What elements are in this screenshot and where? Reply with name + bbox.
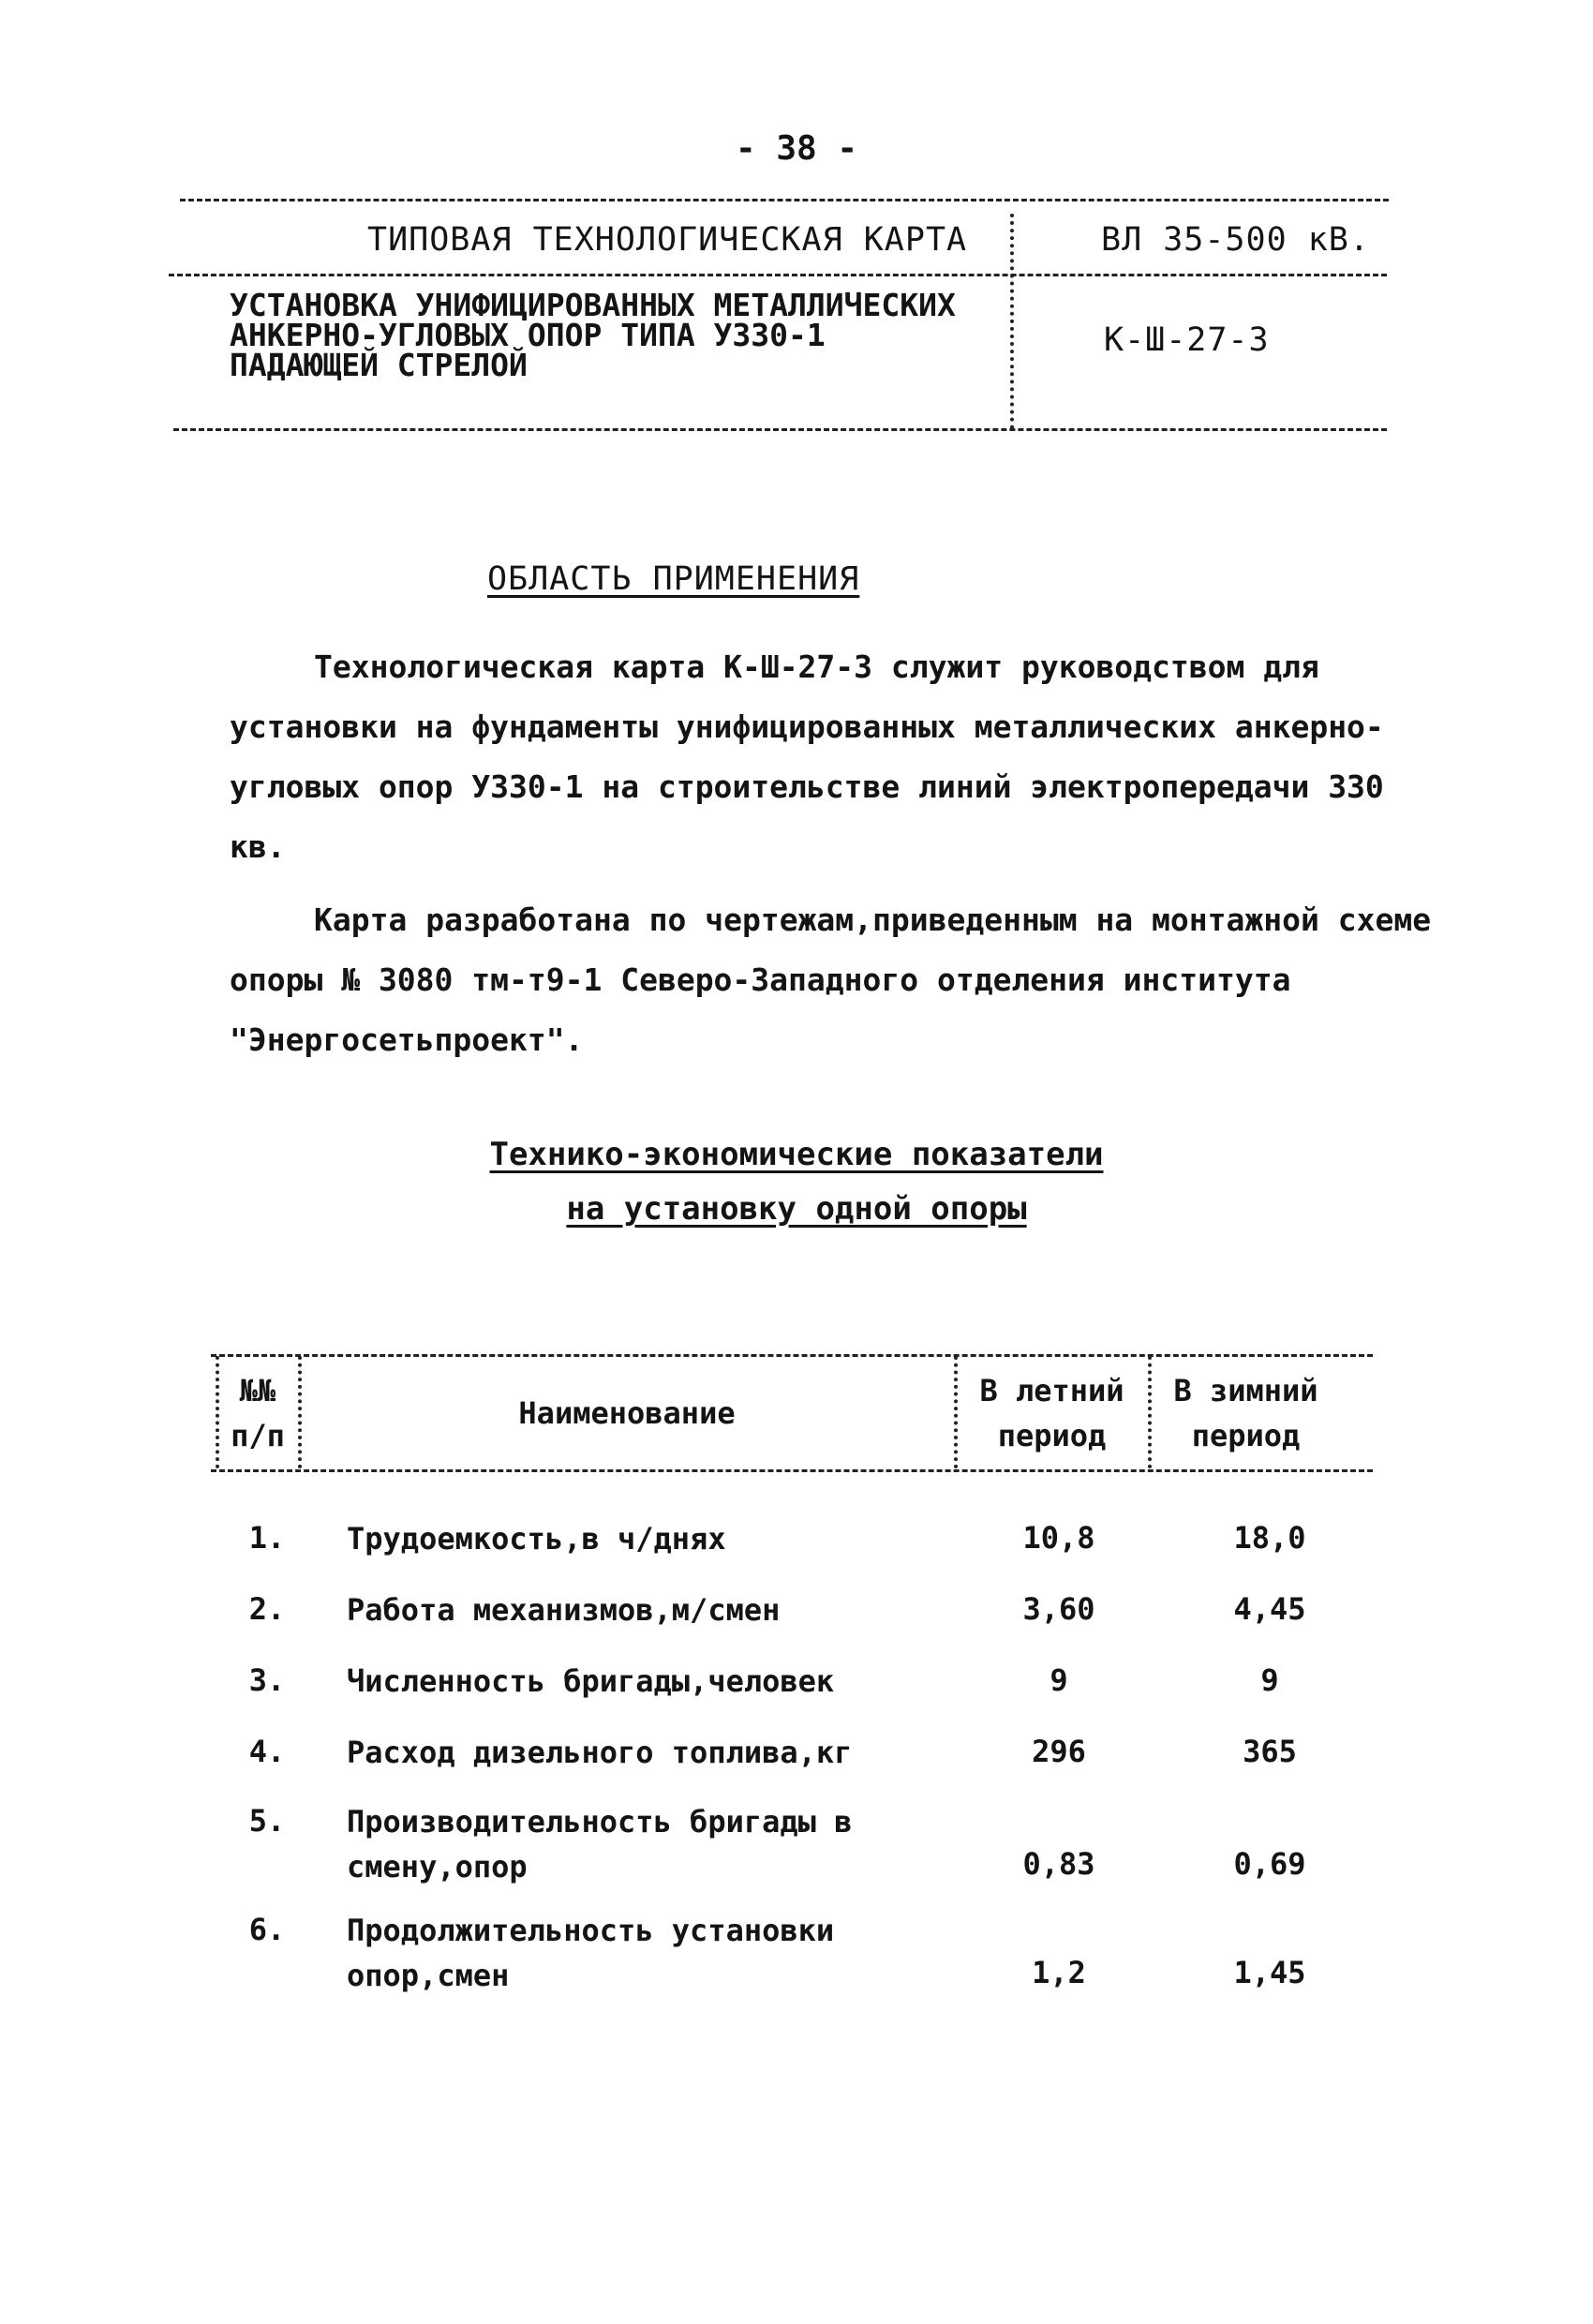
table-row-number: 3. [248, 1662, 286, 1698]
header-middle-rule [169, 274, 1387, 276]
table-header-bottom-rule [211, 1469, 1373, 1472]
indicators-heading-line2: на установку одной опоры [566, 1190, 1027, 1228]
table-row-winter: 1,45 [1233, 1955, 1306, 1990]
table-row-name: Численность бригады,человек [347, 1663, 835, 1699]
table-row-summer: 1,2 [1032, 1955, 1086, 1990]
table-row-summer: 3,60 [1022, 1591, 1095, 1627]
header-bottom-rule [173, 428, 1387, 431]
column-header-name: Наименование [518, 1395, 736, 1431]
table-row-summer: 9 [1050, 1662, 1068, 1698]
indicators-heading-line1: Технико-экономические показатели [489, 1136, 1104, 1173]
column-header-winter: В зимний период [1173, 1373, 1318, 1453]
table-col-rule [954, 1356, 958, 1468]
title-line: УСТАНОВКА УНИФИЦИРОВАННЫХ МЕТАЛЛИЧЕСКИХ [230, 287, 956, 323]
table-header-top-rule [211, 1354, 1373, 1357]
table-row-name: Производительность бригады в смену,опор [347, 1804, 853, 1885]
table-row-number: 4. [248, 1734, 286, 1769]
table-col-rule [1148, 1356, 1152, 1468]
table-row-winter: 0,69 [1233, 1846, 1306, 1882]
document-title [230, 287, 956, 383]
column-header-summer: В летний период [979, 1373, 1124, 1453]
table-row-winter: 4,45 [1233, 1591, 1306, 1627]
scope-paragraph-1: Технологическая карта К-Ш-27-3 служит руководством для установки на фундаменты унифицированных металлических анкерно-угловых опор У330-1 на строительстве линий электропередачи 330 кв. [230, 648, 1384, 865]
column-header-number: №№ п/п [231, 1373, 285, 1453]
table-row-winter: 365 [1243, 1734, 1297, 1769]
document-type: ТИПОВАЯ ТЕХНОЛОГИЧЕСКАЯ КАРТА [367, 221, 968, 259]
header-divider [1010, 214, 1014, 429]
document-series: ВЛ 35-500 кВ. [1101, 221, 1370, 259]
table-row-number: 2. [248, 1591, 286, 1627]
table-row-name: Работа механизмов,м/смен [347, 1592, 781, 1628]
table-row-winter: 9 [1260, 1662, 1279, 1698]
header-top-rule [180, 199, 1389, 201]
table-row-summer: 296 [1032, 1734, 1086, 1769]
table-row-name: Продолжительность установки опор,смен [347, 1913, 835, 1993]
card-code: К-Ш-27-3 [1104, 321, 1270, 359]
scope-paragraph-2: Карта разработана по чертежам,приведенным на монтажной схеме опоры № 3080 тм-т9-1 Северо-Западного отделения института "Энергосетьпроект". [230, 901, 1432, 1058]
section-heading-scope: ОБЛАСТЬ ПРИМЕНЕНИЯ [487, 560, 860, 598]
table-row-number: 6. [248, 1912, 286, 1947]
table-row-winter: 18,0 [1233, 1520, 1306, 1556]
table-row-name: Расход дизельного топлива,кг [347, 1735, 853, 1770]
table-row-number: 5. [248, 1803, 286, 1839]
page-number: - 38 - [735, 129, 858, 168]
title-line: ПАДАЮЩЕЙ СТРЕЛОЙ [230, 347, 528, 383]
title-line: АНКЕРНО-УГЛОВЫХ ОПОР ТИПА У330-1 [230, 317, 826, 353]
table-row-summer: 10,8 [1022, 1520, 1095, 1556]
table-row-name: Трудоемкость,в ч/днях [347, 1521, 726, 1557]
table-row-number: 1. [248, 1520, 286, 1556]
table-row-summer: 0,83 [1022, 1846, 1095, 1882]
